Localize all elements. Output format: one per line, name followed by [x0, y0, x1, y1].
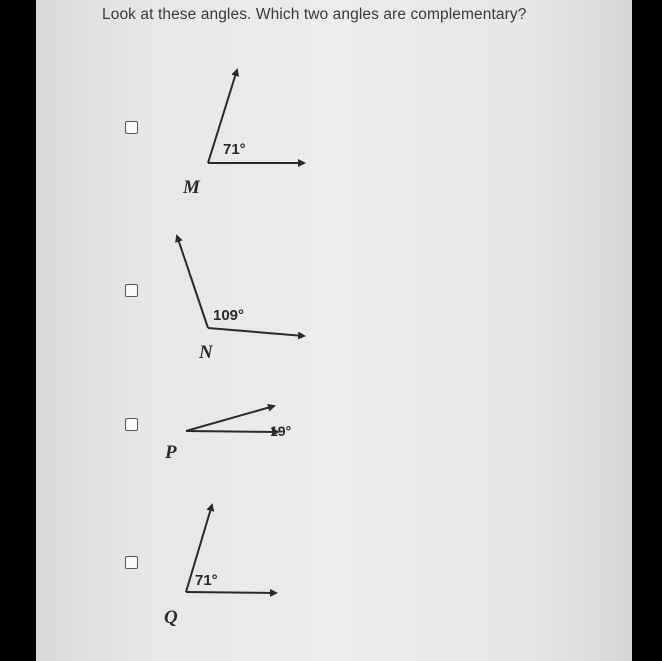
checkbox-option-q[interactable] — [125, 556, 138, 569]
angle-p-ray-upper — [186, 406, 274, 431]
angle-n-ray-up — [177, 236, 208, 328]
angle-m-diagram — [176, 60, 316, 200]
angle-m-vertex-label: M — [183, 177, 200, 198]
angle-q-vertex-label: Q — [164, 607, 178, 628]
angle-n-ray-right — [208, 328, 304, 336]
angle-p-degree-label: 19° — [270, 423, 292, 439]
checkbox-option-n[interactable] — [125, 284, 138, 297]
checkbox-option-m[interactable] — [125, 121, 138, 134]
angle-n-diagram — [166, 228, 316, 368]
angle-q-degree-label: 71° — [195, 572, 218, 589]
question-text: Look at these angles. Which two angles are complementary? — [102, 6, 527, 23]
angle-n-degree-label: 109° — [213, 307, 245, 324]
angle-n-vertex-label: N — [199, 342, 213, 363]
angle-p-vertex-label: P — [165, 442, 177, 463]
angle-m-degree-label: 71° — [223, 141, 246, 158]
angle-p-diagram — [156, 395, 316, 470]
question-page — [36, 0, 632, 661]
checkbox-option-p[interactable] — [125, 418, 138, 431]
angle-q-diagram — [156, 497, 296, 632]
angle-p-ray-lower — [186, 431, 278, 432]
angle-q-ray-right — [186, 592, 276, 593]
